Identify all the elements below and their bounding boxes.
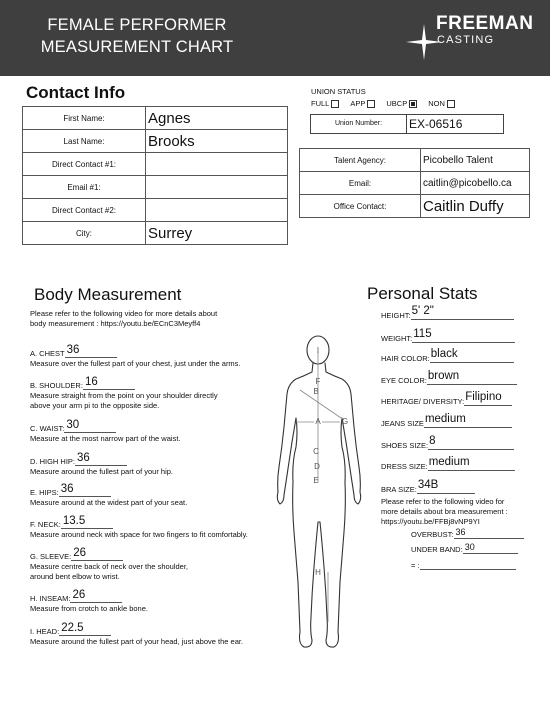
union-option-label: FULL [311,99,330,108]
dress-size-value: medium [428,456,470,468]
measurement-head [30,623,243,647]
checkbox-app[interactable] [367,100,375,108]
measurement-neck [30,516,248,540]
overbust-row [411,527,524,539]
contact-row-last-name [23,130,288,153]
checkbox-full[interactable] [331,100,339,108]
hips-value: 36 [60,483,74,495]
extra-label: = : [411,561,420,570]
measurement-label: F. NECK: [30,520,61,529]
heritage-value: Filipino [465,391,502,403]
union-status [311,87,455,108]
figure-letter: G [341,417,349,426]
height-value: 5' 2" [411,305,434,317]
high-hip-value: 36 [77,452,90,464]
inseam-value: 26 [72,589,86,601]
sleeve-value: 26 [73,547,87,559]
stat-jeans-size [381,414,512,428]
measurement-shoulder [30,377,218,410]
measurement-desc: Measure around the fullest part of your hip. [30,467,173,476]
figure-letter: D [314,462,320,471]
waist-value: 30 [66,419,80,431]
weight-value: 115 [413,328,432,340]
underband-label: UNDER BAND: [411,545,463,554]
page-header [0,0,550,76]
union-option-full[interactable] [311,99,339,108]
shoulder-field[interactable] [83,376,135,390]
waist-field[interactable] [64,419,116,433]
measurement-inseam [30,590,148,614]
heritage-field[interactable] [464,391,512,406]
measurement-label: E. HIPS: [30,488,59,497]
shoulder-value: 16 [84,376,98,388]
agency-table [299,148,530,218]
overbust-field[interactable] [454,528,524,539]
stat-dress-size [381,457,515,471]
measurement-desc: Measure around at the widest part of your seat. [30,498,188,507]
measurement-label: H. INSEAM: [30,594,71,603]
last-name-field[interactable]: Brooks [146,130,288,153]
underband-row [411,542,518,554]
measurement-label: I. HEAD: [30,627,60,636]
contact-table [22,106,288,245]
measurement-desc: Measure over the fullest part of your chest, just under the arms. [30,359,241,368]
contact-row-direct-contact-2 [23,199,288,222]
body-note-line1: Please refer to the following video for more details about [30,309,218,318]
email-1-field[interactable] [146,176,288,199]
measurement-chest [30,345,241,369]
stat-label: HAIR COLOR: [381,354,430,363]
hair-color-field[interactable] [430,348,514,363]
hips-field[interactable] [59,483,111,497]
hair-color-value: black [430,348,458,360]
chest-field[interactable] [65,344,117,358]
checkbox-ubcp[interactable] [409,100,417,108]
stat-label: SHOES SIZE: [381,441,429,450]
eye-color-value: brown [427,370,460,382]
measurement-desc: Measure at the most narrow part of the waist. [30,434,181,443]
agency-label: Talent Agency: [300,149,421,172]
jeans-size-value: medium [424,413,466,425]
stat-label: BRA SIZE: [381,485,417,494]
union-number-box [310,114,504,134]
agency-label: Office Contact: [300,195,421,218]
height-field[interactable] [411,305,514,320]
measurement-desc: Measure around neck with space for two fingers to fit comfortably. [30,530,248,539]
contact-label: First Name: [23,107,146,130]
bra-note-line2: more details about bra measurement : [381,507,508,516]
measurement-desc: Measure around the fullest part of your head, just above the ear. [30,637,244,646]
contact-row-first-name [23,107,288,130]
contact-label: Direct Contact #1: [23,153,146,176]
contact-row-city [23,222,288,245]
union-status-title: UNION STATUS [311,87,366,96]
bra-note [381,497,508,527]
stat-heritage [381,392,512,406]
union-options [311,99,455,108]
head-value: 22.5 [61,622,84,634]
stat-shoes-size [381,436,514,450]
contact-label: Last Name: [23,130,146,153]
figure-letter: E [313,476,319,485]
stat-label: HEIGHT: [381,311,411,320]
figure-letter: C [313,447,319,456]
page-title-line1: FEMALE PERFORMER [47,16,227,34]
union-number-field[interactable]: EX-06516 [409,117,463,131]
contact-label: Direct Contact #2: [23,199,146,222]
bra-size-value: 34B [417,479,439,491]
stat-bra-size [381,480,475,494]
contact-row-direct-contact-1 [23,153,288,176]
measurement-label: D. HIGH HIP: [30,457,76,466]
body-note-line2: body measurement : https://youtu.be/ECnC3Meyff4 [30,319,201,328]
measurement-desc: Measure straight from the point on your shoulder directly [30,391,218,400]
office-contact-field[interactable]: Caitlin Duffy [421,195,530,218]
body-measurement-note [30,309,217,329]
stat-hair-color [381,349,514,363]
union-option-label: UBCP [386,99,408,108]
logo-main-text: FREEMAN [436,13,534,34]
stat-label: DRESS SIZE: [381,462,428,471]
contact-label: City: [23,222,146,245]
contact-info-title: Contact Info [26,83,126,102]
eye-color-field[interactable] [427,370,517,385]
page-title [40,14,234,58]
figure-letter: A [315,417,321,426]
stat-height [381,306,514,320]
weight-field[interactable] [412,328,515,343]
measurement-label: G. SLEEVE: [30,552,72,561]
direct-contact-2-field[interactable] [146,199,288,222]
overbust-label: OVERBUST: [411,530,454,539]
contact-label: Email #1: [23,176,146,199]
personal-stats-title: Personal Stats [367,284,478,303]
contact-row-email-1 [23,176,288,199]
agency-row-email [300,172,530,195]
shoes-size-value: 8 [429,435,436,447]
high-hip-field[interactable] [75,452,127,466]
measurement-desc: Measure centre back of neck over the shoulder, [30,562,189,571]
first-name-field[interactable]: Agnes [146,107,288,130]
neck-value: 13.5 [62,515,86,527]
union-option-ubcp[interactable] [386,99,417,108]
stat-eye-color [381,371,517,385]
measurement-high-hip [30,453,173,477]
measurement-hips [30,484,187,508]
overbust-value: 36 [455,527,466,537]
measurement-desc: Measure from crotch to ankle bone. [30,604,148,613]
figure-letter: I [316,346,320,355]
neck-field[interactable] [61,515,113,529]
stat-label: EYE COLOR: [381,376,427,385]
measurement-desc: above your arm pi to the opposite side. [30,400,160,410]
logo-sub-text: CASTING [437,34,495,46]
checkbox-non[interactable] [447,100,455,108]
page-title-line2: MEASUREMENT CHART [40,38,234,56]
measurement-desc: around bent elbow to wrist. [30,571,120,581]
extra-row [411,558,516,570]
inseam-field[interactable] [70,589,122,603]
direct-contact-1-field[interactable] [146,153,288,176]
dress-size-field[interactable] [428,456,515,471]
bra-size-field[interactable] [417,479,475,494]
stat-label: JEANS SIZE [381,419,424,428]
stat-weight [381,329,515,343]
body-figure-illustration [274,332,364,654]
bra-note-line3: https://youtu.be/FFBj8vNP9YI [381,517,480,526]
body-measurement-title: Body Measurement [34,285,182,304]
agency-email-field[interactable]: caitlin@picobello.ca [421,172,530,195]
bra-note-line1: Please refer to the following video for [381,497,505,506]
extra-field[interactable] [420,559,516,570]
sleeve-field[interactable] [71,547,123,561]
jeans-size-field[interactable] [424,413,512,428]
measurement-label: C. WAIST: [30,424,65,433]
underband-field[interactable] [463,543,518,554]
stat-label: WEIGHT: [381,334,413,343]
underband-value: 30 [464,542,475,552]
measurement-label: A. CHEST [30,349,65,358]
city-field[interactable]: Surrey [146,222,288,245]
measurement-sleeve [30,548,188,581]
agency-row-talent-agency [300,149,530,172]
agency-label: Email: [300,172,421,195]
union-option-label: NON [428,99,445,108]
measurement-label: B. SHOULDER: [30,381,83,390]
figure-letter: F [315,377,321,386]
figure-letter: H [315,568,321,577]
head-field[interactable] [59,622,111,636]
stat-label: HERITAGE/ DIVERSITY: [381,397,465,406]
union-number-label: Union Number: [311,115,407,133]
agency-row-office-contact [300,195,530,218]
measurement-waist [30,420,180,444]
union-option-non[interactable] [428,99,455,108]
union-option-app[interactable] [350,99,375,108]
talent-agency-field[interactable]: Picobello Talent [421,149,530,172]
chest-value: 36 [66,344,80,356]
figure-letter: B [313,387,319,396]
shoes-size-field[interactable] [428,435,514,450]
freeman-casting-logo [436,14,533,46]
union-option-label: APP [350,99,366,108]
